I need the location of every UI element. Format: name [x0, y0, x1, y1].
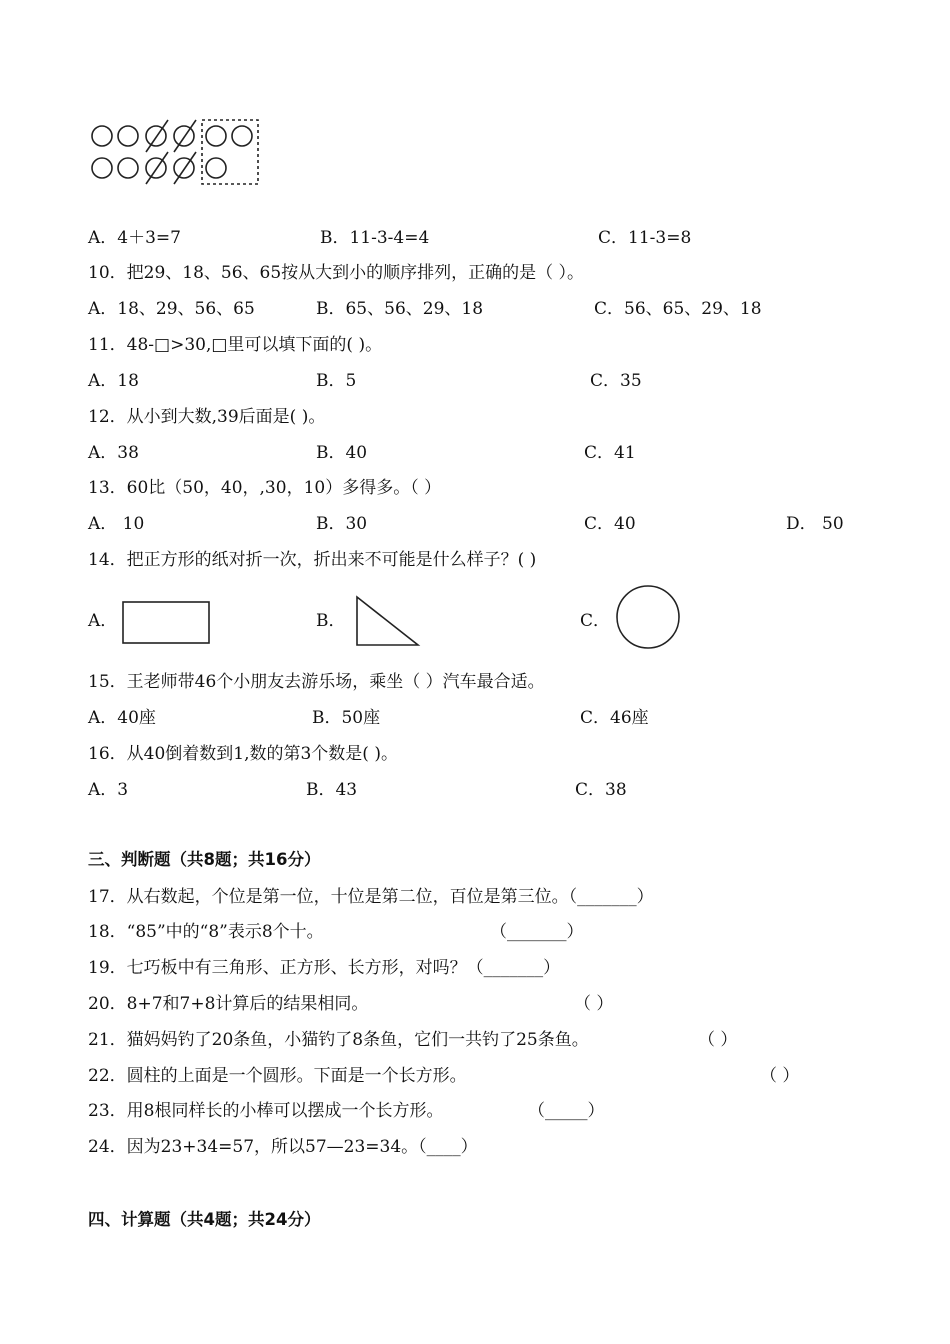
counter-circle — [232, 126, 252, 146]
crossed-circle — [146, 158, 166, 178]
q11-stem: 11．48-□>30,□里可以填下面的( )。 — [88, 335, 383, 355]
q9-option-a: A．4＋3=7 — [88, 228, 181, 248]
judge-item-21: 21．猫妈妈钓了20条鱼，小猫钓了8条鱼，它们一共钓了25条鱼。 — [88, 1030, 589, 1050]
q16-option-b: B．43 — [306, 780, 358, 800]
slash-line — [174, 120, 196, 152]
q15-option-a: A．40座 — [88, 708, 156, 728]
section-3-title: 三、判断题（共8题；共16分） — [88, 850, 321, 869]
right-triangle-shape — [355, 595, 421, 647]
slash-line — [146, 152, 168, 184]
circle-shape — [615, 584, 681, 650]
judge-item-19: 19．七巧板中有三角形、正方形、长方形，对吗？（_______） — [88, 958, 561, 978]
q12-option-c: C．41 — [584, 443, 636, 463]
q12-option-a: A．38 — [88, 443, 139, 463]
q12-stem: 12．从小到大数,39后面是( )。 — [88, 407, 326, 427]
q16-option-c: C．38 — [575, 780, 627, 800]
q13-option-d: D． 50 — [786, 514, 844, 534]
crossed-circle — [174, 126, 194, 146]
judge-item-18: 18．“85”中的“8”表示8个十。 — [88, 922, 324, 942]
judge-item-24: 24．因为23+34=57，所以57—23=34。（____） — [88, 1137, 478, 1157]
q14-label-b: B． — [316, 611, 346, 631]
q16-stem: 16．从40倒着数到1,数的第3个数是( )。 — [88, 744, 398, 764]
judge-item-22: 22．圆柱的上面是一个圆形。下面是一个长方形。 — [88, 1066, 467, 1086]
q15-option-c: C．46座 — [580, 708, 649, 728]
answer-bracket: （_____） — [528, 1101, 605, 1121]
judge-item-23: 23．用8根同样长的小棒可以摆成一个长方形。 — [88, 1101, 444, 1121]
counter-circle — [92, 158, 112, 178]
q16-option-a: A．3 — [88, 780, 129, 800]
answer-bracket: （ ） — [698, 1030, 738, 1050]
q11-option-b: B．5 — [316, 371, 357, 391]
q15-stem: 15．王老师带46个小朋友去游乐场，乘坐（ ）汽车最合适。 — [88, 672, 545, 692]
q9-counting-figure — [86, 116, 266, 188]
crossed-circle — [146, 126, 166, 146]
judge-item-20: 20．8+7和7+8计算后的结果相同。 — [88, 994, 369, 1014]
crossed-circle — [174, 158, 194, 178]
counter-circle — [206, 126, 226, 146]
q14-label-a: A． — [88, 611, 118, 631]
counter-circle — [118, 158, 138, 178]
q9-option-b: B．11-3-4=4 — [320, 228, 430, 248]
counter-circle — [118, 126, 138, 146]
q15-option-b: B．50座 — [312, 708, 381, 728]
q14-stem: 14．把正方形的纸对折一次，折出来不可能是什么样子？( ) — [88, 550, 537, 570]
q11-option-c: C．35 — [590, 371, 642, 391]
q10-option-b: B．65、56、29、18 — [316, 299, 484, 319]
counter-circle — [92, 126, 112, 146]
q13-option-a: A． 10 — [88, 514, 145, 534]
counter-circle — [206, 158, 226, 178]
q13-option-b: B．30 — [316, 514, 368, 534]
q10-stem: 10．把29、18、56、65按从大到小的顺序排列，正确的是（ ）。 — [88, 263, 585, 283]
q9-option-c: C．11-3=8 — [598, 228, 692, 248]
answer-bracket: （ ） — [574, 994, 614, 1014]
q10-option-a: A．18、29、56、65 — [88, 299, 255, 319]
answer-bracket: （_______） — [490, 922, 584, 942]
judge-item-17: 17．从右数起，个位是第一位，十位是第二位，百位是第三位。（_______） — [88, 887, 654, 907]
q14-label-c: C． — [580, 611, 611, 631]
slash-line — [174, 152, 196, 184]
q13-stem: 13．60比（50，40，,30，10）多得多。（ ） — [88, 478, 442, 498]
slash-line — [146, 120, 168, 152]
q12-option-b: B．40 — [316, 443, 368, 463]
q11-option-a: A．18 — [88, 371, 139, 391]
q10-option-c: C．56、65、29、18 — [594, 299, 762, 319]
rectangle-shape — [122, 601, 212, 645]
answer-bracket: （ ） — [760, 1066, 800, 1086]
section-4-title: 四、计算题（共4题；共24分） — [88, 1210, 321, 1229]
q13-option-c: C．40 — [584, 514, 636, 534]
